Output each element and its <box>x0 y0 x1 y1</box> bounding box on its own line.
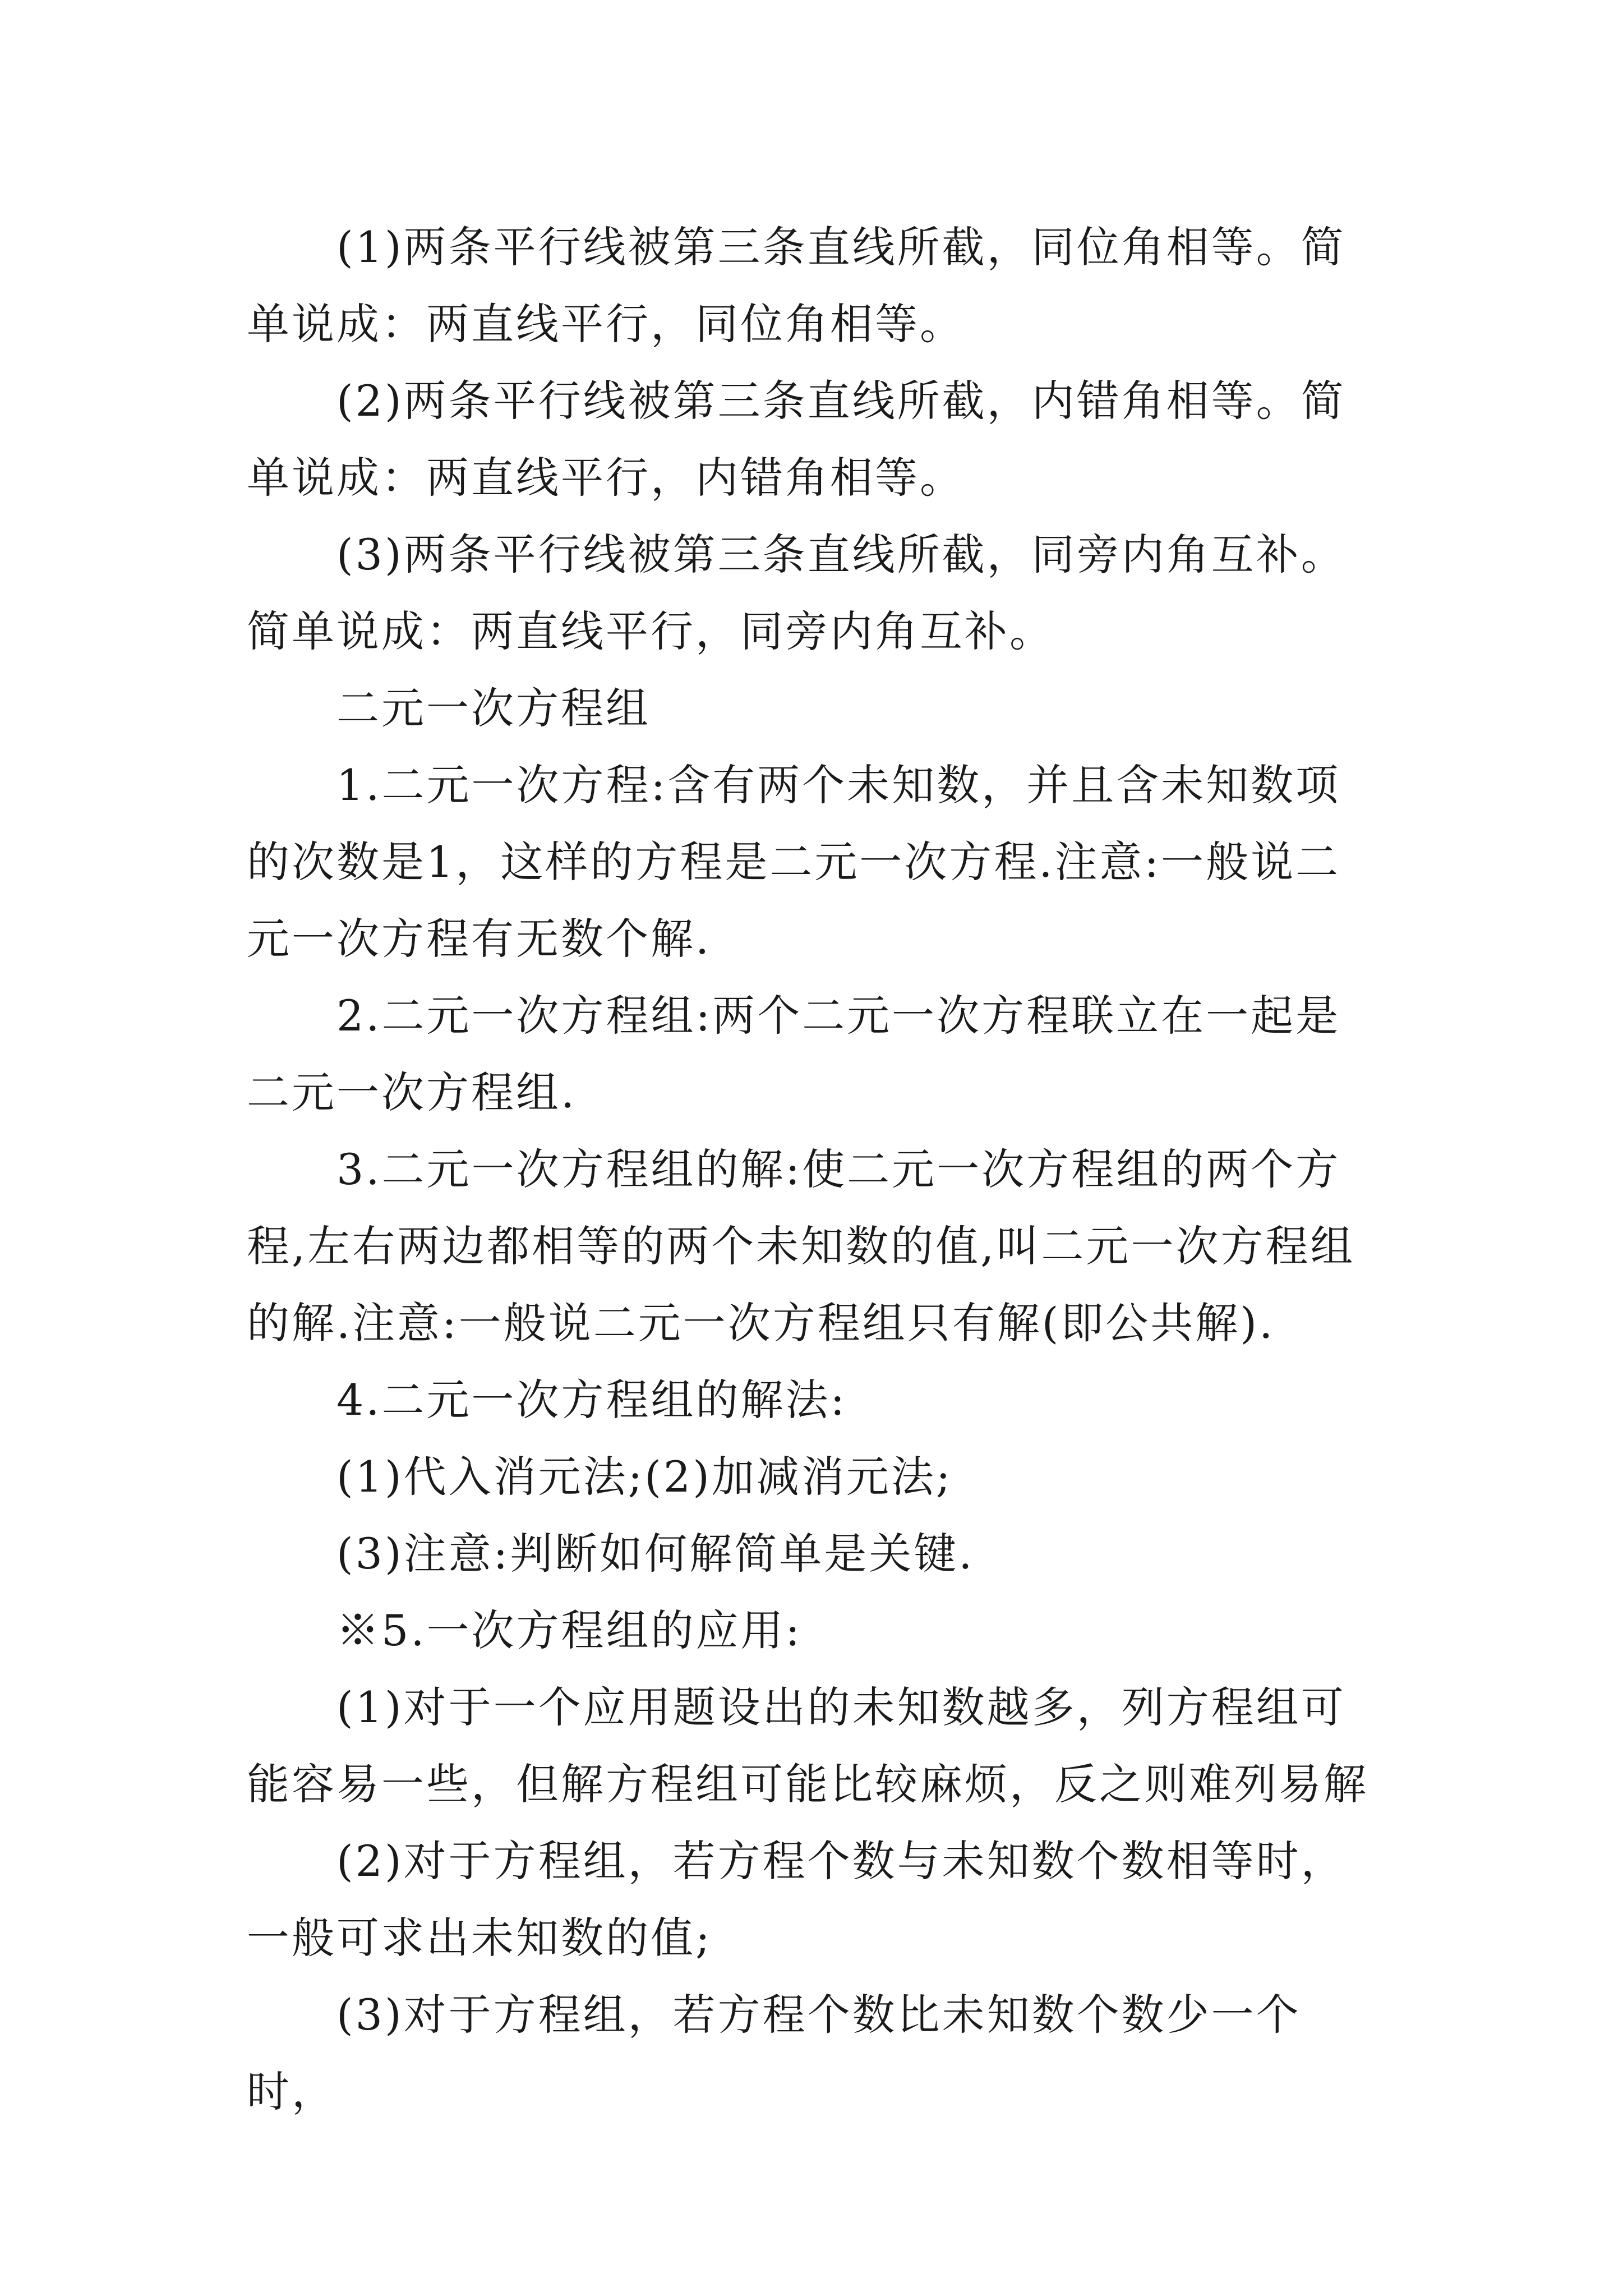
paragraph-applications-heading: ※5.一次方程组的应用: <box>336 1605 803 1655</box>
paragraph-definition-system-solution: 3.二元一次方程组的解:使二元一次方程组的两个方程,左右两边都相等的两个未知数的值,叫二元一次方程组的解.注意:一般说二元一次方程组只有解(即公共解). <box>247 1144 1355 1348</box>
paragraph-application-1: (1)对于一个应用题设出的未知数越多，列方程组可能容易一些，但解方程组可能比较麻烦，反之则难列易解 <box>247 1682 1368 1809</box>
paragraph-application-3: (3)对于方程组，若方程个数比未知数个数少一个时， <box>247 1990 1301 2116</box>
paragraph-definition-equation-system: 2.二元一次方程组:两个二元一次方程联立在一起是二元一次方程组. <box>247 991 1341 1117</box>
paragraph-method-note: (3)注意:判断如何解简单是关键. <box>336 1529 975 1579</box>
section-heading-linear-equation-systems: 二元一次方程组 <box>336 683 651 733</box>
paragraph-elimination-methods: (1)代入消元法;(2)加减消元法; <box>336 1452 953 1502</box>
paragraph-parallel-interior-angles: (3)两条平行线被第三条直线所截，同旁内角互补。简单说成：两直线平行，同旁内角互补。 <box>247 530 1346 656</box>
paragraph-application-2: (2)对于方程组，若方程个数与未知数个数相等时，一般可求出未知数的值; <box>247 1836 1346 1963</box>
paragraph-definition-linear-equation: 1.二元一次方程:含有两个未知数，并且含未知数项的次数是1，这样的方程是二元一次方程.注意:一般说二元一次方程有无数个解. <box>247 760 1341 964</box>
paragraph-parallel-corresponding-angles: (1)两条平行线被第三条直线所截，同位角相等。简单说成：两直线平行，同位角相等。 <box>247 222 1346 349</box>
paragraph-parallel-alternate-angles: (2)两条平行线被第三条直线所截，内错角相等。简单说成：两直线平行，内错角相等。 <box>247 376 1346 503</box>
paragraph-solution-methods: 4.二元一次方程组的解法: <box>336 1375 847 1425</box>
